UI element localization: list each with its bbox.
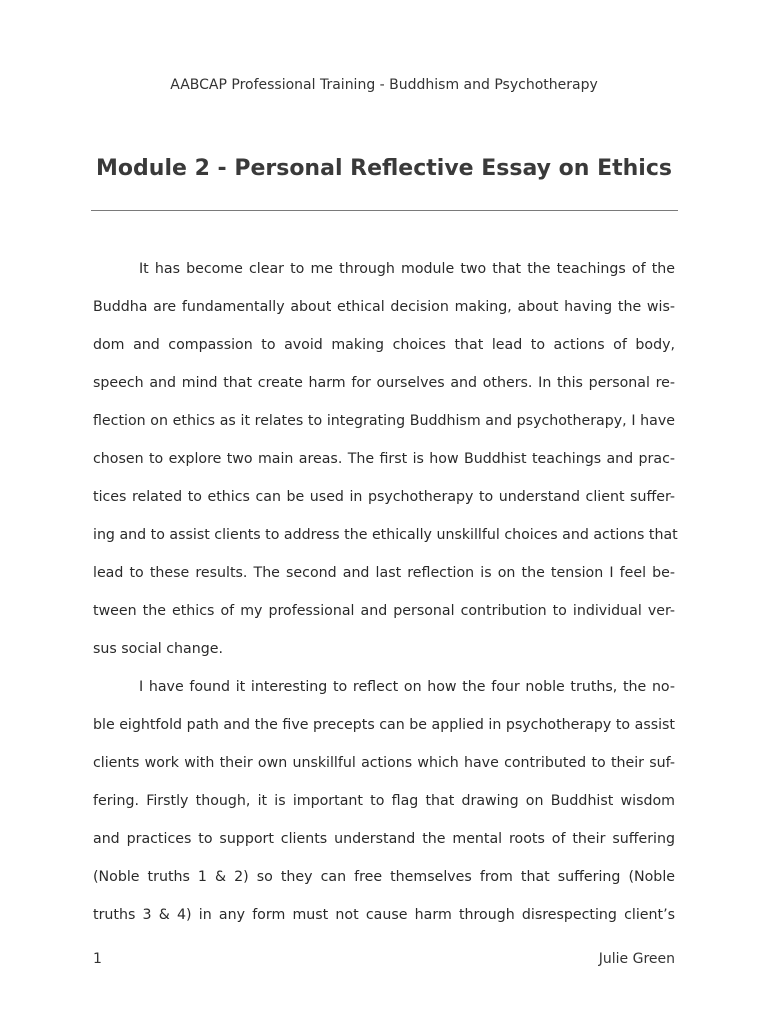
- text-line: fering. Firstly though, it is important to flag that drawing on Buddhist wisdom: [93, 793, 675, 809]
- text-line: sus social change.: [93, 641, 223, 657]
- author-name: Julie Green: [598, 951, 675, 967]
- text-line: and practices to support clients understand the mental roots of their suffering: [93, 831, 675, 847]
- essay-body: [93, 253, 678, 937]
- text-line: ing and to assist clients to address the ethically unskillful choices and actions that: [93, 527, 678, 543]
- text-line: tices related to ethics can be used in psychotherapy to understand client suffer-: [93, 489, 675, 505]
- text-line: ble eightfold path and the five precepts can be applied in psychotherapy to assist: [93, 717, 675, 733]
- title-divider: [91, 210, 678, 211]
- text-line: dom and compassion to avoid making choices that lead to actions of body,: [93, 337, 675, 353]
- running-header: AABCAP Professional Training - Buddhism and Psychotherapy: [170, 77, 598, 93]
- text-line: flection on ethics as it relates to integrating Buddhism and psychotherapy, I have: [93, 413, 675, 429]
- text-line: Buddha are fundamentally about ethical decision making, about having the wis-: [93, 299, 675, 315]
- text-line: chosen to explore two main areas. The first is how Buddhist teachings and prac-: [93, 451, 675, 467]
- paragraph-2: [93, 671, 675, 937]
- text-line: truths 3 & 4) in any form must not cause harm through disrespecting client’s: [93, 907, 675, 923]
- text-line: (Noble truths 1 & 2) so they can free themselves from that suffering (Noble: [93, 869, 675, 885]
- page-number: 1: [93, 951, 102, 967]
- text-line: lead to these results. The second and last reflection is on the tension I feel be-: [93, 565, 675, 581]
- text-line: It has become clear to me through module two that the teachings of the: [139, 261, 675, 277]
- text-line: speech and mind that create harm for ourselves and others. In this personal re-: [93, 375, 675, 391]
- document-title: Module 2 - Personal Reflective Essay on Ethics: [96, 156, 672, 181]
- text-line: I have found it interesting to reflect on how the four noble truths, the no-: [139, 679, 675, 695]
- text-line: clients work with their own unskillful actions which have contributed to their suf-: [93, 755, 675, 771]
- text-line: tween the ethics of my professional and personal contribution to individual ver-: [93, 603, 675, 619]
- paragraph-1: [93, 253, 678, 671]
